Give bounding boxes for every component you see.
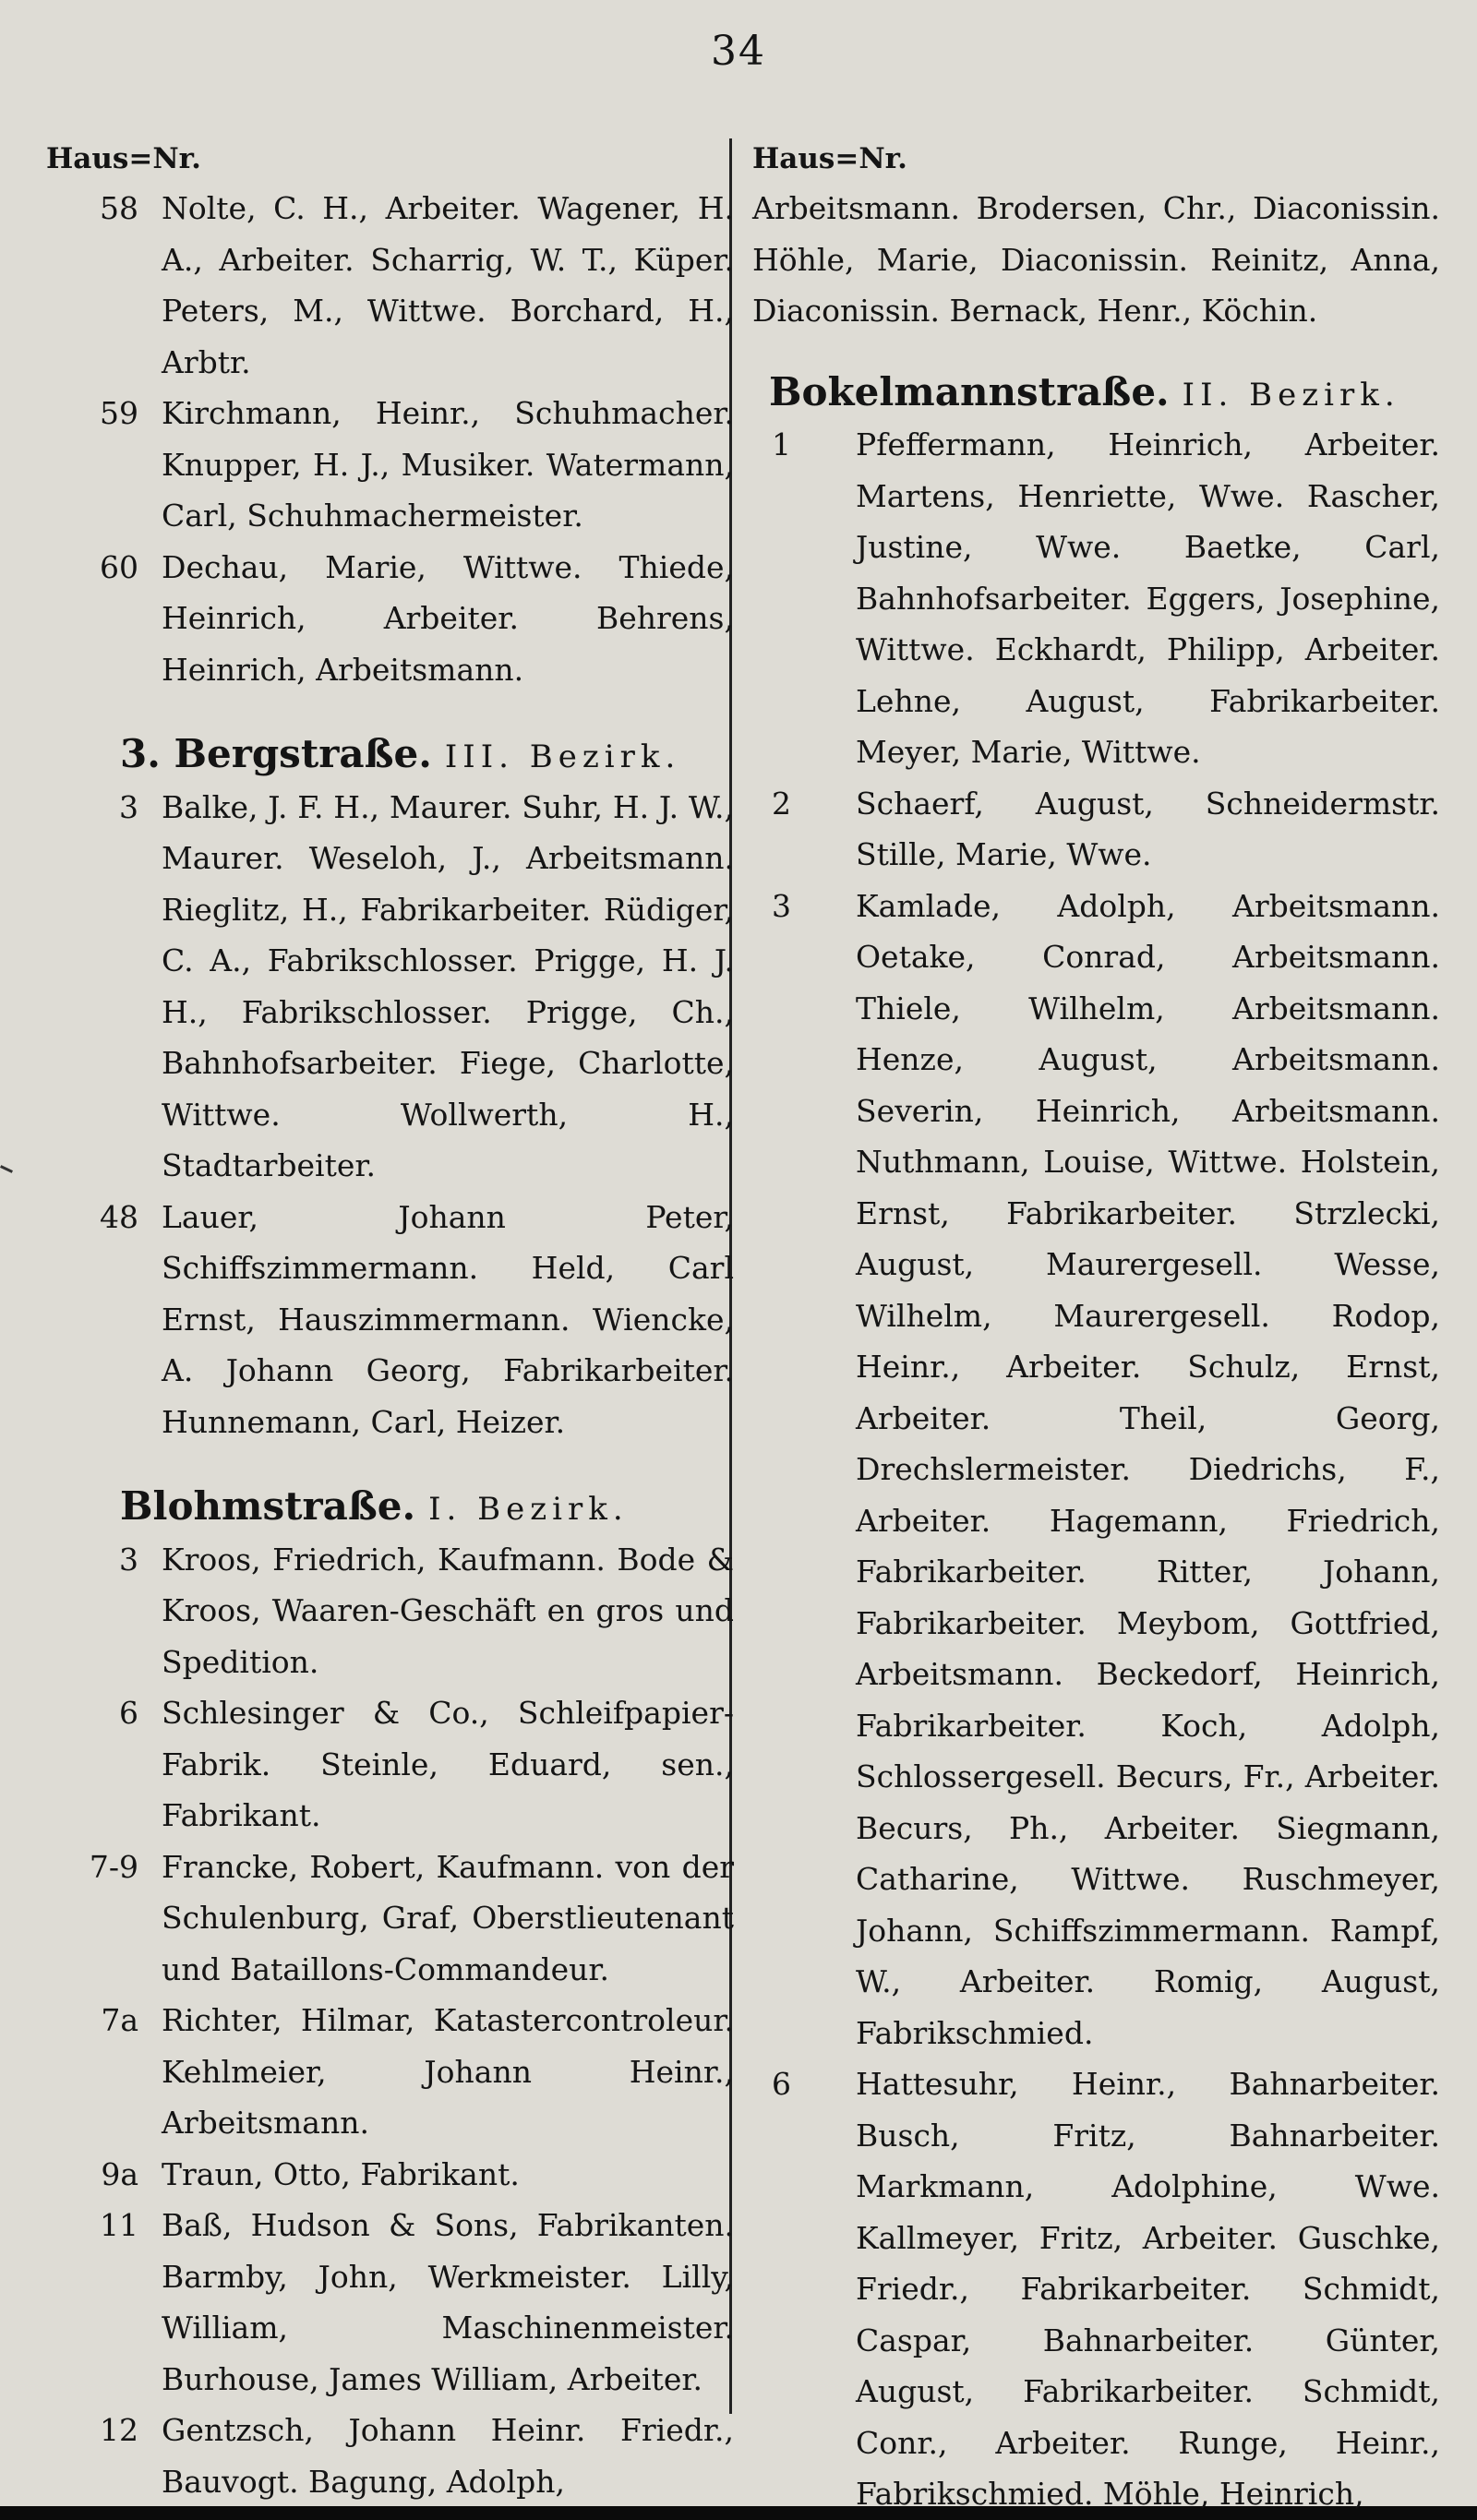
residents-text: Nolte, C. H., Arbeiter. Wagener, H. A., Arbeiter. Scharrig, W. T., Küper. Peters, M., Wittwe. Borchard, H., Arbtr. — [162, 190, 734, 380]
house-number: 60 — [100, 548, 138, 585]
left-entries — [46, 183, 734, 2507]
house-number: 2 — [772, 785, 791, 822]
residents-text: Traun, Otto, Fabrikant. — [162, 2155, 520, 2192]
residents-text: Kamlade, Adolph, Arbeitsmann. Oetake, Conrad, Arbeitsmann. Thiele, Wilhelm, Arbeitsmann. Henze, August, Arbeitsmann. Severin, Heinrich, Arbeitsmann. Nuthmann, Louise, Wittwe. Holstein, Ernst, Fabrikarbeiter. Strzlecki, August, Maurergesell. Wesse, Wilhelm, Maurergesell. Rodop, Heinr., Arbeiter. Schulz, Ernst, Arbeiter. Theil, Georg, Drechslermeister. Diedrichs, F., Arbeiter. Hagemann, Friedrich, Fabrikarbeiter. Ritter, Johann, Fabrikarbeiter. Meybom, Gottfried, Arbeitsmann. Beckedorf, Heinrich, Fabrikarbeiter. Koch, Adolph, Schlossergesell. Becurs, Fr., Arbeiter. Becurs, Ph., Arbeiter. Siegmann, Catharine, Wittwe. Ruschmeyer, Johann, Schiffszimmermann. Rampf, W., Arbeiter. Romig, August, Fabrikschmied. — [856, 887, 1440, 2051]
street-name: Blohmstraße. — [120, 1483, 416, 1529]
house-entry — [46, 1995, 734, 2149]
residents-text: Kirchmann, Heinr., Schuhmacher. Knupper, H. J., Musiker. Watermann, Carl, Schuhmachermeister. — [162, 395, 734, 534]
page-number: 34 — [711, 28, 766, 75]
residents-text: Richter, Hilmar, Katastercontroleur. Kehlmeier, Johann Heinr., Arbeitsmann. — [162, 2002, 734, 2141]
residents-text: Schaerf, August, Schneidermstr. Stille, Marie, Wwe. — [856, 785, 1440, 872]
house-entry — [752, 2058, 1440, 2520]
house-entry — [46, 2149, 734, 2201]
house-entry — [46, 1534, 734, 1688]
street-name: Bokelmannstraße. — [769, 368, 1170, 414]
house-number: 48 — [100, 1198, 138, 1235]
house-number: 12 — [100, 2412, 138, 2448]
house-number: 59 — [100, 395, 138, 431]
house-number: 3 — [119, 788, 138, 825]
house-entry — [46, 2200, 734, 2405]
residents-text: Balke, J. F. H., Maurer. Suhr, H. J. W., Maurer. Weseloh, J., Arbeitsmann. Rieglitz, H., Fabrikarbeiter. Rüdiger, C. A., Fabrikschlosser. Prigge, H. J. H., Fabrikschlosser. Prigge, Ch., Bahnhofsarbeiter. Fiege, Charlotte, Wittwe. Wollwerth, H., Stadtarbeiter. — [162, 788, 734, 1183]
house-number: 7-9 — [89, 1848, 138, 1885]
residents-text: Kroos, Friedrich, Kaufmann. Bode & Kroos, Waaren-Geschäft en gros und Spedition. — [162, 1541, 734, 1680]
house-number: 1 — [772, 426, 791, 462]
house-entry — [46, 388, 734, 542]
street-heading — [752, 366, 1440, 418]
house-entry — [752, 419, 1440, 778]
residents-text: Pfeffermann, Heinrich, Arbeiter. Martens, Henriette, Wwe. Rascher, Justine, Wwe. Baetke, Carl, Bahnhofsarbeiter. Eggers, Josephine, Wittwe. Eckhardt, Philipp, Arbeiter. Lehne, August, Fabrikarbeiter. Meyer, Marie, Wittwe. — [856, 426, 1440, 770]
residents-text: Lauer, Johann Peter, Schiffszimmermann. Held, Carl Ernst, Hauszimmermann. Wiencke, A. Johann Georg, Fabrikarbeiter. Hunnemann, Carl, Heizer. — [162, 1198, 734, 1440]
house-number: 7a — [101, 2002, 138, 2038]
house-number: 11 — [100, 2207, 138, 2243]
district-label: III. Bezirk. — [444, 738, 681, 775]
house-entry — [46, 782, 734, 1192]
house-number: 3 — [772, 887, 791, 924]
house-number-header: Haus=Nr. — [46, 142, 201, 175]
house-entry — [46, 542, 734, 696]
house-entry — [46, 1842, 734, 1996]
left-column — [46, 138, 734, 2507]
margin-mark — [0, 1165, 13, 1173]
house-number: 3 — [119, 1541, 138, 1578]
entry-continuation: Arbeitsmann. Brodersen, Chr., Diaconissin. Höhle, Marie, Diaconissin. Reinitz, Anna, Diaconissin. Bernack, Henr., Köchin. — [752, 190, 1440, 329]
house-entry — [752, 881, 1440, 2059]
house-number-header: Haus=Nr. — [752, 142, 907, 175]
residents-text: Baß, Hudson & Sons, Fabrikanten. Barmby, John, Werkmeister. Lilly, William, Maschinenmeister. Burhouse, James William, Arbeiter. — [162, 2207, 734, 2397]
residents-text: Francke, Robert, Kaufmann. von der Schulenburg, Graf, Oberstlieutenant und Bataillons-Commandeur. — [162, 1848, 734, 1987]
residents-text: Dechau, Marie, Wittwe. Thiede, Heinrich, Arbeiter. Behrens, Heinrich, Arbeitsmann. — [162, 548, 734, 688]
district-label: II. Bezirk. — [1182, 376, 1400, 414]
street-heading — [46, 1481, 734, 1532]
residents-text: Hattesuhr, Heinr., Bahnarbeiter. Busch, Fritz, Bahnarbeiter. Markmann, Adolphine, Wwe. Kallmeyer, Fritz, Arbeiter. Guschke, Friedr., Fabrikarbeiter. Schmidt, Caspar, Bahnarbeiter. Günter, August, Fabrikarbeiter. Schmidt, Conr., Arbeiter. Runge, Heinr., Fabrikschmied. Möhle, Heinrich, — [856, 2066, 1440, 2512]
street-heading — [46, 728, 734, 780]
house-entry — [46, 1192, 734, 1448]
residents-text: Gentzsch, Johann Heinr. Friedr., Bauvogt. Bagung, Adolph, — [162, 2412, 734, 2500]
district-label: I. Bezirk. — [428, 1491, 629, 1528]
house-entry — [752, 778, 1440, 881]
street-name: 3. Bergstraße. — [120, 731, 432, 776]
house-number: 6 — [119, 1695, 138, 1731]
house-number: 58 — [100, 190, 138, 226]
right-entries — [752, 183, 1440, 2520]
house-entry — [46, 2405, 734, 2507]
house-entry — [46, 1687, 734, 1842]
right-column — [752, 138, 1440, 2520]
house-number: 6 — [772, 2066, 791, 2102]
house-number: 9a — [101, 2155, 138, 2192]
house-entry — [46, 183, 734, 388]
residents-text: Schlesinger & Co., Schleifpapier-Fabrik. Steinle, Eduard, sen., Fabrikant. — [162, 1695, 734, 1833]
